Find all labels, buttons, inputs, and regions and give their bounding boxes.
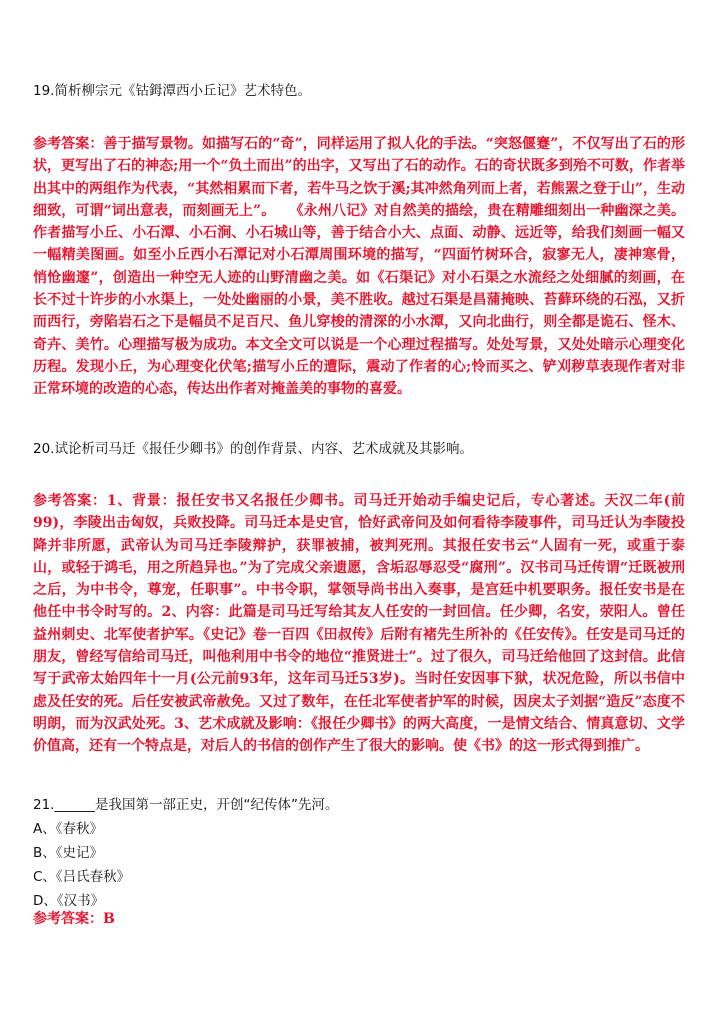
- option-a: A、《春秋》: [33, 821, 103, 837]
- question-19: 19.简析柳宗元《钴鉧潭西小丘记》艺术特色。: [33, 83, 311, 99]
- option-d: D、《汉书》: [33, 893, 105, 909]
- answer-19: 参考答案：善于描写景物。如描写石的“奇”，同样运用了拟人化的手法。“突怒偃蹇”，不仅写出了石的形状，更写出了石的神态;用一个“负土而出”的出字，又写出了石的动作。石的奇状既多到殆不可数，作者举出其中的两组作为代表，“其然相累而下者，若牛马之饮于溪;其冲然角列而上者，若熊罴之登于山”，生动细致，可谓“词出意表，而刻画无上”。 《永州八记》对自然美的描绘，贵在精雕细刻出一种幽深之美。作者描写小丘、小石潭、小石涧、小石城山等，善于结合小大、点面、动静、远近等，给我们刻画一幅又一幅精美图画。如至小丘西小石潭记对小石潭周围环境的描写，“四面竹树环合，寂寥无人，凄神寒骨，悄怆幽邃”，创造出一种空无人迹的山野清幽之美。如《石渠记》对小石渠之水流经之处细腻的刻画，在长不过十许步的小水渠上，一处处幽丽的小景，美不胜收。越过石渠是昌蒲掩映、苔藓环绕的石泓，又折而西行，旁陷岩石之下是幅员不足百尺、鱼儿穿梭的清深的小水潭，又向北曲行，则全都是诡石、怪木、奇卉、美竹。心理描写极为成功。本文全文可以说是一个心理过程描写。处处写景，又处处暗示心理变化历程。发现小丘，为心理变化伏笔;描写小丘的遭际，震动了作者的心;怜而买之、铲刈秽草表现作者对非正常环境的改造的心态，传达出作者对掩盖美的事物的喜爱。: [33, 136, 685, 398]
- answer-21: 参考答案：B: [33, 911, 115, 927]
- option-b: B、《史记》: [33, 845, 104, 861]
- question-20: 20.试论析司马迁《报任少卿书》的创作背景、内容、艺术成就及其影响。: [33, 441, 473, 457]
- answer-20: 参考答案：1、背景：报任安书又名报任少卿书。司马迁开始动手编史记后，专心著述。天汉二年(前99)，李陵出击匈奴，兵败投降。司马迁本是史官，恰好武帝问及如何看待李陵事件，司马迁认为李陵投降并非所愿，武帝认为司马迁李陵辩护，获罪被捕，被判死刑。其报任安书云“人固有一死，或重于泰山，或轻于鸿毛，用之所趋异也。”为了完成父亲遗愿，含垢忍辱忍受“腐刑”。汉书司马迁传谓“迁既被刑之后，为中书令，尊宠，任职事”。中书令职，掌领导尚书出入奏事，是宫廷中机要职务。报任安书是在他任中书令时写的。2、内容：此篇是司马迁写给其友人任安的一封回信。任少卿，名安，荥阳人。曾任益州刺史、北军使者护军。《史记》卷一百四《田叔传》后附有褚先生所补的《任安传》。任安是司马迁的朋友，曾经写信给司马迁，叫他利用中书令的地位“推贤进士”。过了很久，司马迁给他回了这封信。此信写于武帝太始四年十一月(公元前93年，这年司马迁53岁)。当时任安因事下狱，状况危险，所以书信中虑及任安的死。后任安被武帝赦免。又过了数年，在任北军使者护军的时候，因戾太子刘据“造反”态度不明朗，而为汉武处死。3、艺术成就及影响：《报任少卿书》的两大高度，一是情文结合、情真意切、文学价值高，还有一个特点是，对后人的书信的创作产生了很大的影响。使《书》的这一形式得到推广。: [33, 493, 685, 755]
- question-21-block: [33, 793, 673, 913]
- question-21: 21.______是我国第一部正史，开创“纪传体”先河。: [33, 797, 339, 813]
- option-c: C、《吕氏春秋》: [33, 869, 131, 885]
